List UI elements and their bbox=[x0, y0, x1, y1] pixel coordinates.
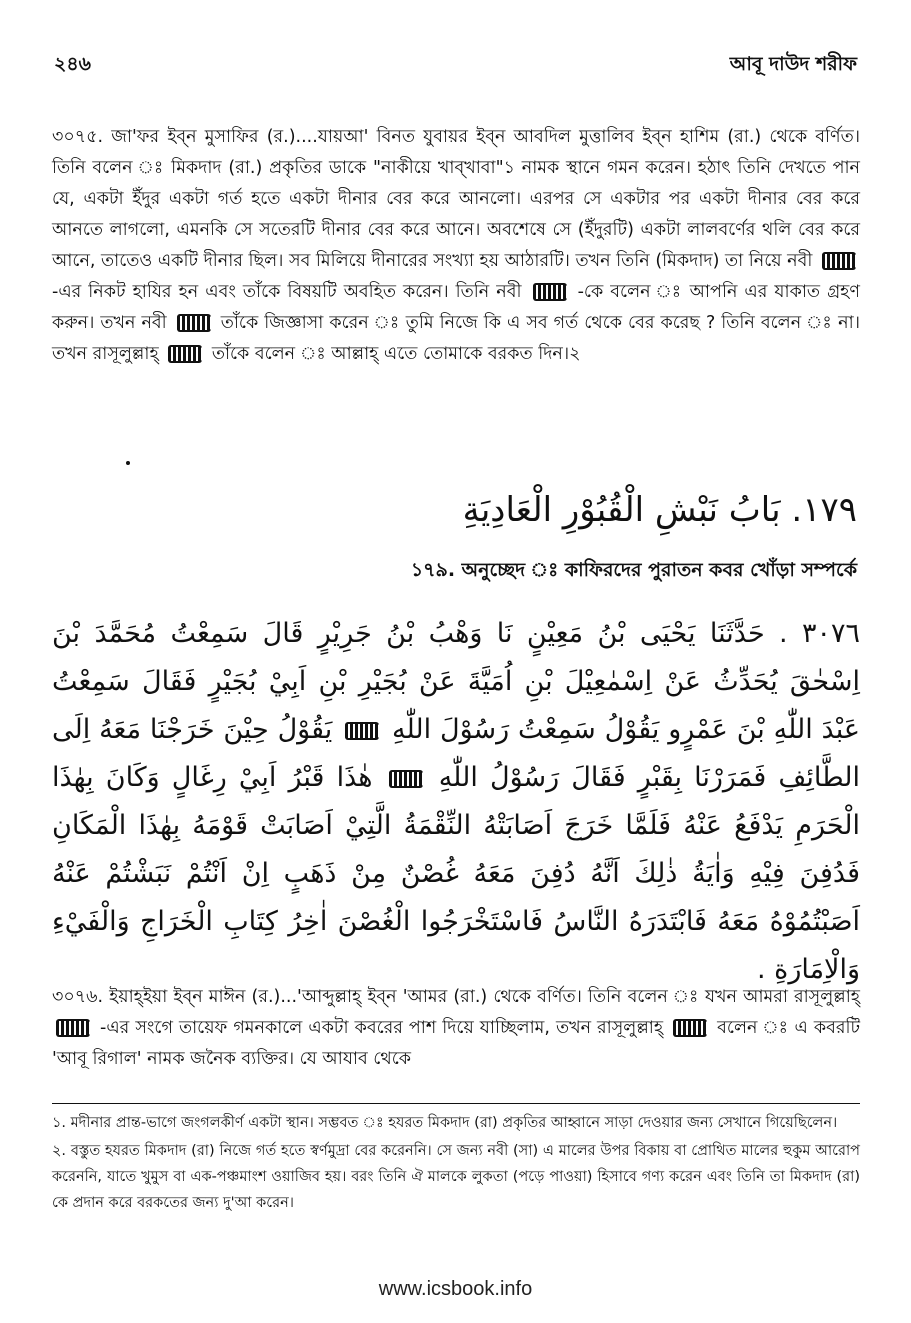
chapter-bangla-title: ১৭৯. অনুচ্ছেদ ঃ কাফিরদের পুরাতন কবর খোঁড়া সম্পর্কে bbox=[410, 559, 857, 581]
footnote-2: ২. বস্তুত হযরত মিকদাদ (রা) নিজে গর্ত হতে স্বর্ণমুদ্রা বের করেননি। সে জন্য নবী (সা) এ মালের উপর বিকায় বা প্রোথিত মালের হুকুম আরোপ করেননি, যাতে খুমুস বা এক-পঞ্চমাংশ ওয়াজিব হয়। বরং তিনি ঐ মালকে লুকতা (পড়ে পাওয়া) হিসাবে গণ্য করেন এবং তিনি তা মিকদাদ (রা) কে প্রদান করে বরকতের জন্য দু'আ করেন। bbox=[52, 1143, 860, 1211]
footnote-1: ১. মদীনার প্রান্ত-ভাগে জংগলকীর্ণ একটা স্থান। সম্ভবত ঃ হযরত মিকদাদ (রা) প্রকৃতির আহ্বানে সাড়া দেওয়ার জন্য সেখানে গিয়েছিলেন। bbox=[52, 1115, 838, 1131]
hadith-3075-text: -এর নিকট হাযির হন এবং তাঁকে বিষয়টি অবহিত করেন। তিনি নবী bbox=[52, 282, 522, 302]
chapter-arabic-title: ١٧٩. بَابُ نَبْشِ الْقُبُوْرِ الْعَادِيَةِ bbox=[462, 490, 857, 530]
hadith-3075-paragraph bbox=[52, 122, 860, 370]
hadith-3076-text: -এর সংগে তায়েফ গমনকালে একটা কবরের পাশ দিয়ে যাচ্ছিলাম, তখন রাসূলুল্লাহ্ bbox=[100, 1018, 664, 1038]
hadith-3075-text: ৩০৭৫. জা'ফর ইব্‌ন মুসাফির (র.)....যায়আ' বিনত যুবায়র ইব্‌ন আবদিল মুত্তালিব ইব্‌ন হাশিম (রা.) থেকে বর্ণিত। তিনি বলেন ঃ মিকদাদ (রা.) প্রকৃতির ডাকে "নাকীয়ে খাব্‌খাবা"১ নামক স্থানে গমন করেন। হঠাৎ তিনি দেখতে পান যে, একটা ইঁদুর একটা গর্ত হতে একটা দীনার বের করে আনলো। এরপর সে একটার পর একটা দীনার বের করে আনতে লাগলো, এমনকি সে সতেরটি দীনার বের করে আনে। অবশেষে সে (ইঁদুরটি) একটা লালবর্ণের থলি বের করে আনে, তাতেও একটি দীনার ছিল। সব মিলিয়ে দীনারের সংখ্যা হয় আঠারটি। তখন তিনি (মিকদাদ) তা নিয়ে নবী bbox=[52, 127, 860, 271]
hadith-3076-arabic-text bbox=[52, 610, 860, 994]
salawat-icon bbox=[389, 770, 423, 788]
salawat-icon bbox=[673, 1019, 707, 1037]
footnote-divider bbox=[52, 1103, 860, 1104]
stray-dot bbox=[126, 461, 130, 465]
book-title: আবূ দাউদ শরীফ bbox=[729, 53, 857, 75]
salawat-icon bbox=[822, 252, 856, 270]
arabic-text-segment: هٰذَا قَبْرُ اَبِيْ رِغَالٍ وَكَانَ بِهٰذَا الْحَرَمِ يَدْفَعُ عَنْهُ فَلَمَّا خَرَجَ اَصَابَتْهُ النِّقْمَةُ الَّتِيْ اَصَابَتْ قَوْمَهُ بِهٰذَا الْمَكَانِ فَدُفِنَ فِيْهِ وَاٰيَةُ ذٰلِكَ اَنَّهُ دُفِنَ مَعَهُ غُصْنٌ مِنْ ذَهَبٍ اِنْ اَنْتُمْ نَبَشْتُمْ عَنْهُ اَصَبْتُمُوْهُ مَعَهُ فَابْتَدَرَهُ النَّاسُ فَاسْتَخْرَجُوا الْغُصْنَ اٰخِرُ كِتَابِ الْخَرَاجِ وَالْفَيْءِ وَالْاِمَارَةِ . bbox=[52, 762, 860, 985]
hadith-3076-paragraph bbox=[52, 982, 860, 1075]
arabic-text-segment: يَقُوْلُ حِيْنَ خَرَجْنَا مَعَهُ اِلَى الطَّائِفِ فَمَرَرْنَا بِقَبْرٍ فَقَالَ رَسُوْلُ اللّٰهِ bbox=[52, 714, 860, 793]
footer-url[interactable]: www.icsbook.info bbox=[378, 1278, 533, 1300]
hadith-3075-text: তাঁকে বলেন ঃ আল্লাহ্ এতে তোমাকে বরকত দিন।২ bbox=[211, 344, 581, 364]
salawat-icon bbox=[56, 1019, 90, 1037]
hadith-3075-text: -কে বলেন ঃ আপনি এর যাকাত গ্রহণ করুন। তখন নবী bbox=[52, 282, 860, 333]
salawat-icon bbox=[345, 722, 379, 740]
salawat-icon bbox=[168, 345, 202, 363]
page-number: ২৪৬ bbox=[54, 53, 92, 75]
hadith-3075-text: তাঁকে জিজ্ঞাসা করেন ঃ তুমি নিজে কি এ সব গর্ত থেকে বের করেছ ? তিনি বলেন ঃ না। তখন রাসূলুল্লাহ্ bbox=[52, 313, 860, 364]
hadith-3076-text: ৩০৭৬. ইয়াহ্‌ইয়া ইব্‌ন মাঈন (র.)...'আব্দুল্লাহ্ ইব্‌ন 'আমর (রা.) থেকে বর্ণিত। তিনি বলেন ঃ যখন আমরা রাসূলুল্লাহ্ bbox=[52, 987, 860, 1007]
hadith-3076-text: বলেন ঃ এ কবরটি 'আবূ রিগাল' নামক জনৈক ব্যক্তির। যে আযাব থেকে bbox=[52, 1018, 860, 1069]
salawat-icon bbox=[533, 283, 567, 301]
footnotes bbox=[52, 1110, 860, 1218]
salawat-icon bbox=[177, 314, 211, 332]
arabic-text-segment: ٣٠٧٦ . حَدَّثَنَا يَحْيَى بْنُ مَعِيْنٍ نَا وَهْبُ بْنُ جَرِيْرٍ قَالَ سَمِعْتُ مُحَمَّدَ بْنَ اِسْحٰقَ يُحَدِّثُ عَنْ اِسْمٰعِيْلَ بْنِ اُمَيَّةَ عَنْ بُجَيْرِ بْنِ اَبِيْ بُجَيْرٍ فَقَالَ سَمِعْتُ عَبْدَ اللّٰهِ بْنَ عَمْرٍو يَقُوْلُ سَمِعْتُ رَسُوْلَ اللّٰهِ bbox=[52, 618, 860, 745]
